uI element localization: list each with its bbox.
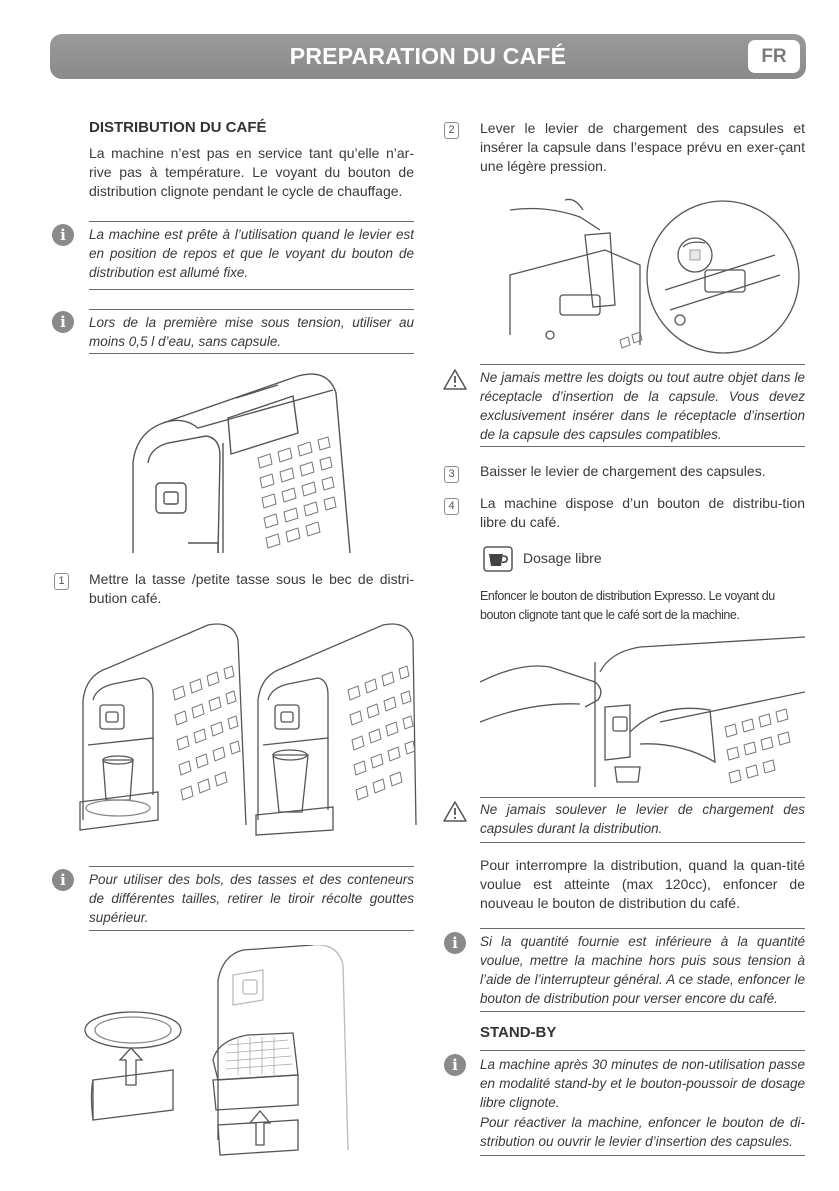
warning-icon	[442, 368, 468, 391]
dosage-label: Dosage libre	[523, 550, 602, 566]
step-1-text: Mettre la tasse /petite tasse sous le bec de distri-bution café.	[89, 571, 414, 606]
divider	[480, 928, 805, 929]
divider	[89, 930, 414, 931]
divider	[89, 289, 414, 290]
info-icon: i	[444, 1054, 466, 1076]
info-icon: i	[52, 311, 74, 333]
divider	[480, 1155, 805, 1156]
dosage-text: Enfoncer le bouton de distribution Expresso. Le voyant du bouton clignote tant que le café sort de la machine.	[480, 589, 775, 622]
page-header	[50, 34, 806, 79]
capsule-insertion-illustration	[505, 195, 805, 355]
warning-icon	[442, 800, 468, 823]
step-number-3: 3	[444, 466, 459, 483]
note-quantity: Si la quantité fournie est inférieure à la quantité voulue, mettre la machine hors puis sous tension à l’aide de l’interrupteur général. A ce stade, enfoncer le bouton de distribution pour verser encore du café.	[480, 934, 805, 1006]
warning-lever: Ne jamais soulever le levier de chargement des capsules durant la distribution.	[480, 802, 805, 836]
note-ready: La machine est prête à l’utilisation quand le levier est en position de repos et que le voyant du bouton de distribution est allumé fixe.	[89, 227, 414, 280]
step-3-text: Baisser le levier de chargement des capsules.	[480, 463, 766, 479]
page-title: PREPARATION DU CAFÉ	[289, 43, 567, 69]
divider	[89, 866, 414, 867]
section-title-distribution: DISTRIBUTION DU CAFÉ	[89, 119, 267, 136]
cup-icon	[483, 545, 513, 573]
press-button-illustration	[480, 632, 805, 787]
drip-tray-removal-illustration	[78, 945, 418, 1165]
note-first-use: Lors de la première mise sous tension, utiliser au moins 0,5 l d’eau, sans capsule.	[89, 315, 414, 349]
info-icon: i	[52, 224, 74, 246]
info-icon: i	[444, 932, 466, 954]
info-icon: i	[52, 869, 74, 891]
coffee-machine-illustration	[128, 368, 353, 558]
step-2-text: Lever le levier de chargement des capsules et insérer la capsule dans l’espace prévu en exer-çant une légère pression.	[480, 120, 805, 174]
divider	[89, 353, 414, 354]
divider	[89, 221, 414, 222]
divider	[480, 446, 805, 447]
divider	[480, 1011, 805, 1012]
divider	[89, 309, 414, 310]
standby-note-2: Pour réactiver la machine, enfoncer le bouton de di-stribution ou ouvrir le levier d’insertion des capsules.	[480, 1115, 805, 1149]
step-4-text: La machine dispose d’un bouton de distribu-tion libre du café.	[480, 495, 805, 530]
section-title-standby: STAND-BY	[480, 1024, 557, 1041]
divider	[480, 1050, 805, 1051]
divider	[480, 842, 805, 843]
note-bowls: Pour utiliser des bols, des tasses et des conteneurs de différentes tailles, retirer le tiroir récolte gouttes supérieur.	[89, 872, 414, 925]
step-number-2: 2	[444, 122, 459, 139]
standby-note-1: La machine après 30 minutes de non-utilisation passe en modalité stand-by et le bouton-poussoir de dosage libre clignote.	[480, 1057, 805, 1110]
step-number-4: 4	[444, 498, 459, 515]
language-badge: FR	[748, 40, 800, 73]
machines-with-cups-illustration	[78, 620, 418, 840]
intro-text: La machine n’est pas en service tant qu’elle n’ar-rive pas à température. Le voyant du bouton de distribution clignote pendant le cycle de chauffage.	[89, 145, 414, 199]
step-number-1: 1	[54, 573, 69, 590]
warning-fingers: Ne jamais mettre les doigts ou tout autre objet dans le réceptacle d’insertion de la capsule. Vous devez exclusivement insérer dans le réceptacle d’insertion de la capsule des capsules compatibles.	[480, 370, 805, 442]
interrupt-text: Pour interrompre la distribution, quand la quan-tité voulue est atteinte (max 120cc), enfoncer de nouveau le bouton de distribution du café.	[480, 857, 805, 911]
divider	[480, 797, 805, 798]
divider	[480, 364, 805, 365]
